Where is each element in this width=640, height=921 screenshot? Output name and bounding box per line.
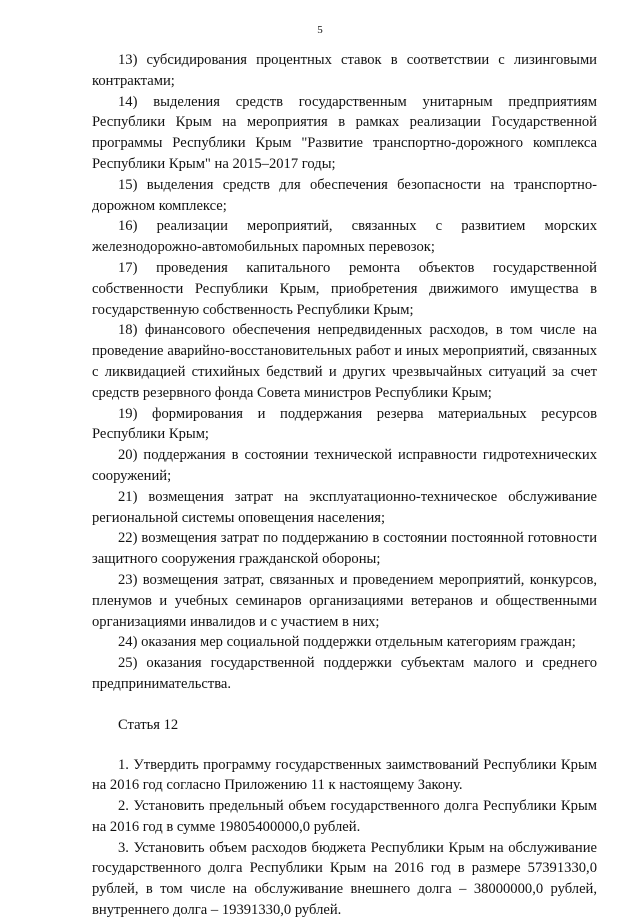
list-item-22: 22) возмещения затрат по поддержанию в состоянии постоянной готовности защитного сооружения гражданской обороны;: [92, 530, 597, 568]
list-item-13: 13) субсидирования процентных ставок в соответствии с лизинговыми контрактами;: [92, 52, 597, 89]
document-body: [92, 50, 597, 921]
list-item-17: 17) проведения капитального ремонта объектов государственной собственности Республики Крым, приобретения движимого имущества в государственную собственность Республики Крым;: [92, 259, 597, 318]
list-item-20: 20) поддержания в состоянии технической исправности гидротехнических сооружений;: [92, 447, 597, 484]
article-paragraph-1: 1. Утвердить программу государственных заимствований Республики Крым на 2016 год согласно Приложению 11 к настоящему Закону.: [92, 756, 597, 794]
list-item-18: 18) финансового обеспечения непредвиденных расходов, в том числе на проведение аварийно-восстановительных работ и иных мероприятий, связанных с ликвидацией стихийных бедствий и других чрезвычайных ситуаций за счет средств резервного фонда Совета министров Республики Крым;: [92, 322, 597, 401]
list-item-21: 21) возмещения затрат на эксплуатационно-техническое обслуживание региональной системы оповещения населения;: [92, 488, 597, 526]
article-paragraph-2: 2. Установить предельный объем государственного долга Республики Крым на 2016 год в сумме 19805400000,0 рублей.: [92, 798, 597, 835]
article-paragraph-3: 3. Установить объем расходов бюджета Республики Крым на обслуживание государственного долга Республики Крым на 2016 год в размере 57391330,0 рублей, в том числе на обслуживание внешнего долга – 38000000,0 рублей, внутреннего долга – 19391330,0 рублей.: [92, 839, 597, 919]
list-item-15: 15) выделения средств для обеспечения безопасности на транспортно-дорожном комплексе;: [92, 176, 597, 214]
list-item-25: 25) оказания государственной поддержки субъектам малого и среднего предпринимательства.: [92, 655, 597, 692]
article-heading: Статья 12: [118, 716, 179, 733]
list-item-16: 16) реализации мероприятий, связанных с развитием морских железнодорожно-автомобильных паромных перевозок;: [92, 218, 597, 256]
page-number: 5: [317, 24, 323, 36]
list-item-19: 19) формирования и поддержания резерва материальных ресурсов Республики Крым;: [92, 405, 597, 443]
list-item-23: 23) возмещения затрат, связанных и проведением мероприятий, конкурсов, пленумов и учебных семинаров организациями ветеранов и общественными организациями инвалидов и с участием в них;: [92, 571, 597, 630]
list-item-24: 24) оказания мер социальной поддержки отдельным категориям граждан;: [118, 634, 576, 651]
list-item-14: 14) выделения средств государственным унитарным предприятиям Республики Крым на мероприятия в рамках реализации Государственной программы Республики Крым "Развитие транспортно-дорожного комплекса Республики Крым" на 2015–2017 годы;: [92, 93, 597, 172]
list-items: [92, 50, 597, 695]
article-12-body: [92, 755, 597, 921]
